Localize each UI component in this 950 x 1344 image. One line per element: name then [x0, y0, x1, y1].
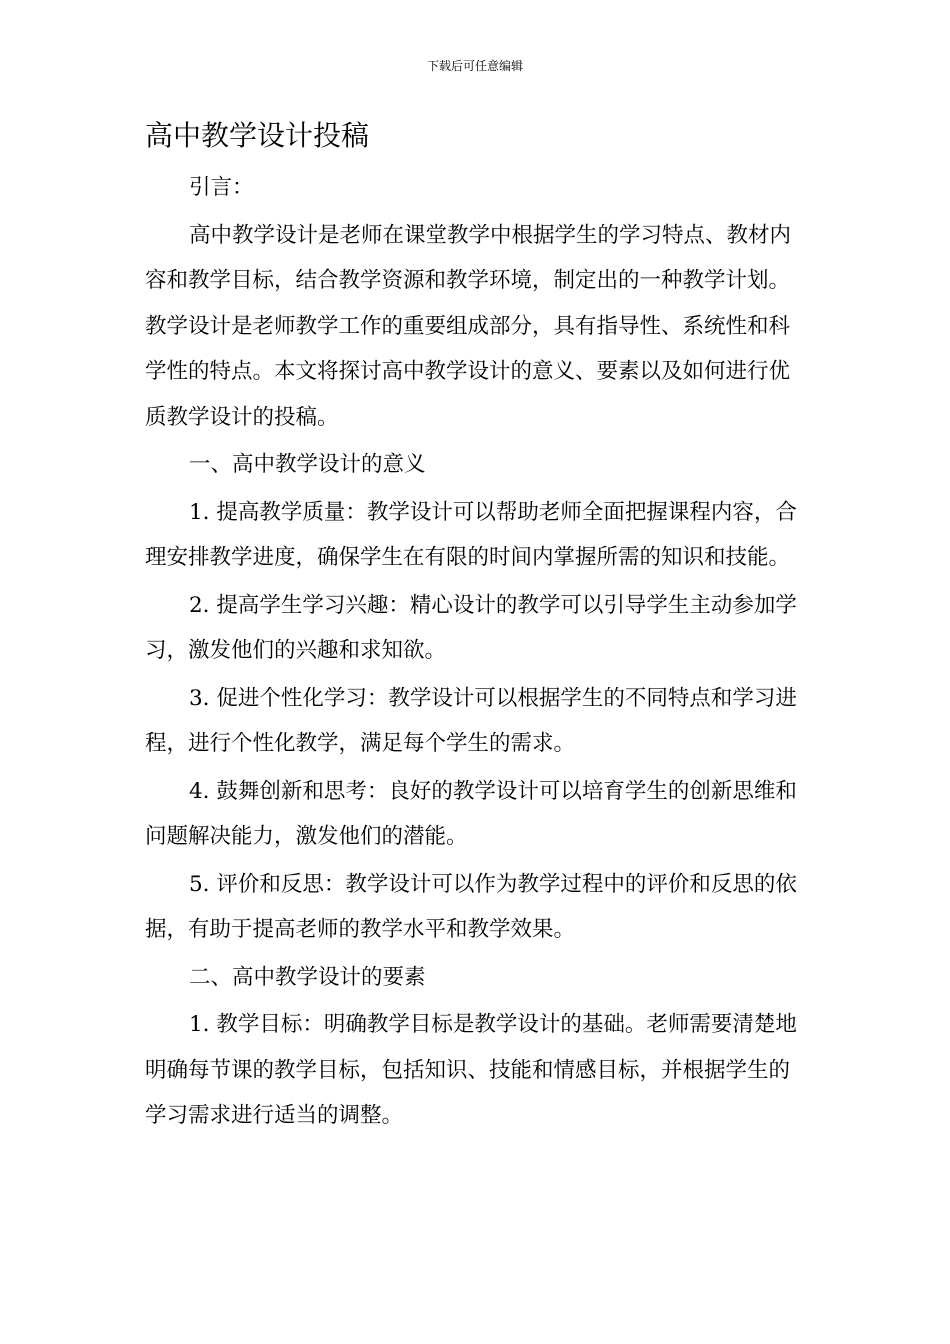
- document-title: 高中教学设计投稿: [145, 119, 370, 152]
- paragraph-intro-label: 引言：: [189, 175, 254, 200]
- document-body: [145, 165, 805, 1141]
- page-header-note: 下载后可任意编辑: [426, 59, 523, 73]
- list-item-elements-1: 1. 教学目标：明确教学目标是教学设计的基础。老师需要清楚地明确每节课的教学目标，包括知识、技能和情感目标，并根据学生的学习需求进行适当的调整。: [145, 1012, 797, 1128]
- list-item-significance-5: 5. 评价和反思：教学设计可以作为教学过程中的评价和反思的依据，有助于提高老师的教学水平和教学效果。: [145, 871, 797, 942]
- paragraph-intro-text: 高中教学设计是老师在课堂教学中根据学生的学习特点、教材内容和教学目标，结合教学资源和教学环境，制定出的一种教学计划。教学设计是老师教学工作的重要组成部分，具有指导性、系统性和科学性的特点。本文将探讨高中教学设计的意义、要素以及如何进行优质教学设计的投稿。: [145, 222, 792, 430]
- list-item-significance-3: 3. 促进个性化学习：教学设计可以根据学生的不同特点和学习进程，进行个性化教学，满足每个学生的需求。: [145, 685, 797, 756]
- section-heading-elements: 二、高中教学设计的要素: [189, 964, 426, 990]
- list-item-significance-4: 4. 鼓舞创新和思考：良好的教学设计可以培育学生的创新思维和问题解决能力，激发他们的潜能。: [145, 778, 797, 849]
- list-item-significance-2: 2. 提高学生学习兴趣：精心设计的教学可以引导学生主动参加学习，激发他们的兴趣和求知欲。: [145, 592, 797, 663]
- list-item-significance-1: 1. 提高教学质量：教学设计可以帮助老师全面把握课程内容，合理安排教学进度，确保学生在有限的时间内掌握所需的知识和技能。: [145, 499, 797, 570]
- section-heading-significance: 一、高中教学设计的意义: [189, 452, 426, 477]
